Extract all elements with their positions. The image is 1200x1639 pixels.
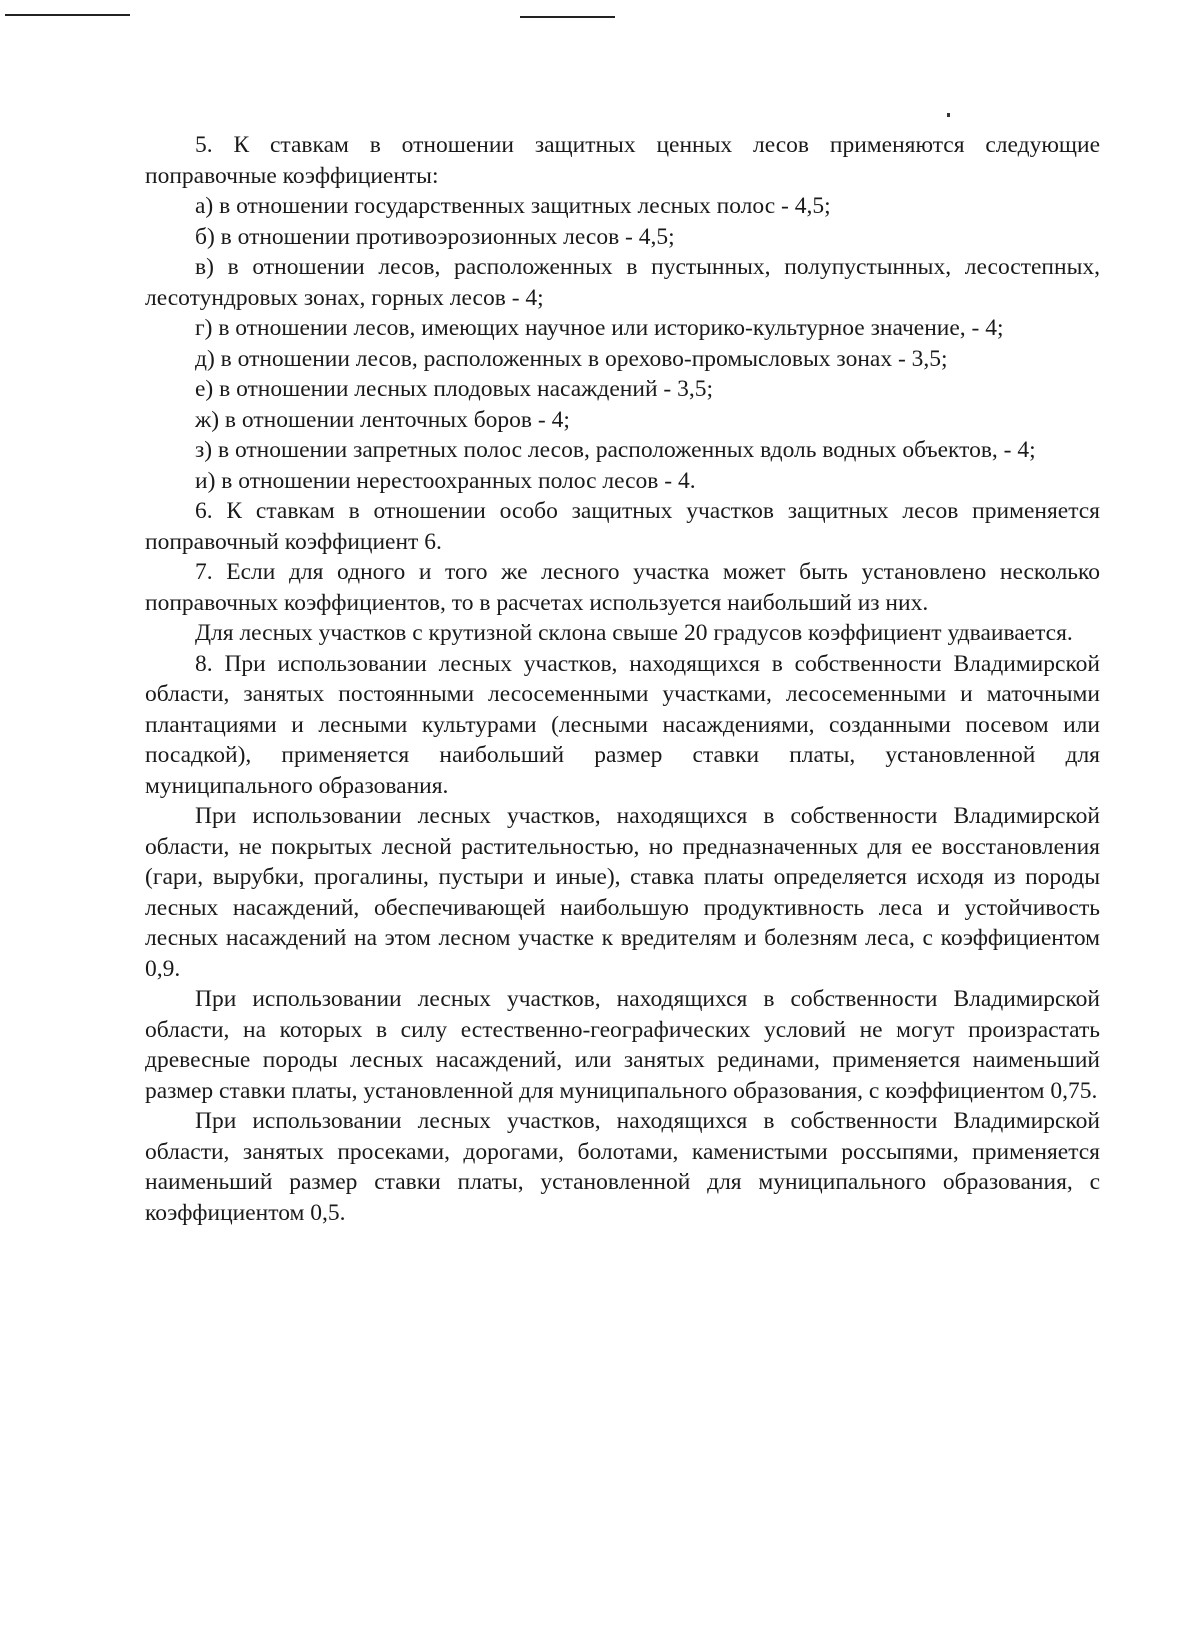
paragraph-5v: в) в отношении лесов, расположенных в пустынных, полупустынных, лесостепных, лесотундровых зонах, горных лесов - 4; xyxy=(145,254,1100,311)
paragraph-5i: и) в отношении нерестоохранных полос лесов - 4. xyxy=(195,467,696,494)
paragraph-7-slope: Для лесных участков с крутизной склона свыше 20 градусов коэффициент удваивается. xyxy=(195,620,1073,646)
paragraph-8-clearings: При использовании лесных участков, находящихся в собственности Владимирской области, занятых просеками, дорогами, болотами, каменистыми россыпями, применяется наименьший размер ставки платы, установленной для муниципального образования, с коэффициентом 0,5. xyxy=(145,1108,1100,1226)
scan-speck xyxy=(947,113,950,117)
paragraph-5zh: ж) в отношении ленточных боров - 4; xyxy=(195,406,570,433)
paragraph-5d: д) в отношении лесов, расположенных в орехово-промысловых зонах - 3,5; xyxy=(195,345,948,372)
paragraph-6: 6. К ставкам в отношении особо защитных участков защитных лесов применяется поправочный коэффициент 6. xyxy=(145,498,1100,555)
paragraph-5g: г) в отношении лесов, имеющих научное или историко-культурное значение, - 4; xyxy=(195,315,1004,341)
paragraph-5b: б) в отношении противоэрозионных лесов - 4,5; xyxy=(195,223,675,250)
scan-line-top-left xyxy=(5,14,130,16)
document-body xyxy=(145,130,1100,1228)
paragraph-5a: а) в отношении государственных защитных лесных полос - 4,5; xyxy=(195,193,831,219)
paragraph-5: 5. К ставкам в отношении защитных ценных лесов применяются следующие поправочные коэффициенты: xyxy=(145,132,1100,189)
paragraph-8: 8. При использовании лесных участков, находящихся в собственности Владимирской области, занятых постоянными лесосеменными участками, лесосеменными и маточными плантациями и лесными культурами (лесными насаждениями, созданными посевом или посадкой), применяется наибольший размер ставки платы, установленной для муниципального образования. xyxy=(145,650,1100,799)
paragraph-5z: з) в отношении запретных полос лесов, расположенных вдоль водных объектов, - 4; xyxy=(195,437,1036,463)
scan-line-top-center xyxy=(520,16,615,18)
paragraph-8-sparse: При использовании лесных участков, находящихся в собственности Владимирской области, на которых в силу естественно-географических условий не могут произрастать древесные породы лесных насаждений, или занятых рединами, применяется наименьший размер ставки платы, установленной для муниципального образования, с коэффициентом 0,75. xyxy=(145,986,1100,1104)
paragraph-5e: е) в отношении лесных плодовых насаждений - 3,5; xyxy=(195,376,714,402)
paragraph-7: 7. Если для одного и того же лесного участка может быть установлено несколько поправочных коэффициентов, то в расчетах используется наибольший из них. xyxy=(145,559,1100,616)
paragraph-8-unforested: При использовании лесных участков, находящихся в собственности Владимирской области, не покрытых лесной растительностью, но предназначенных для ее восстановления (гари, вырубки, прогалины, пустыри и иные), ставка платы определяется исходя из породы лесных насаждений, обеспечивающей наибольшую продуктивность леса и устойчивость лесных насаждений на этом лесном участке к вредителям и болезням леса, с коэффициентом 0,9. xyxy=(145,803,1100,982)
